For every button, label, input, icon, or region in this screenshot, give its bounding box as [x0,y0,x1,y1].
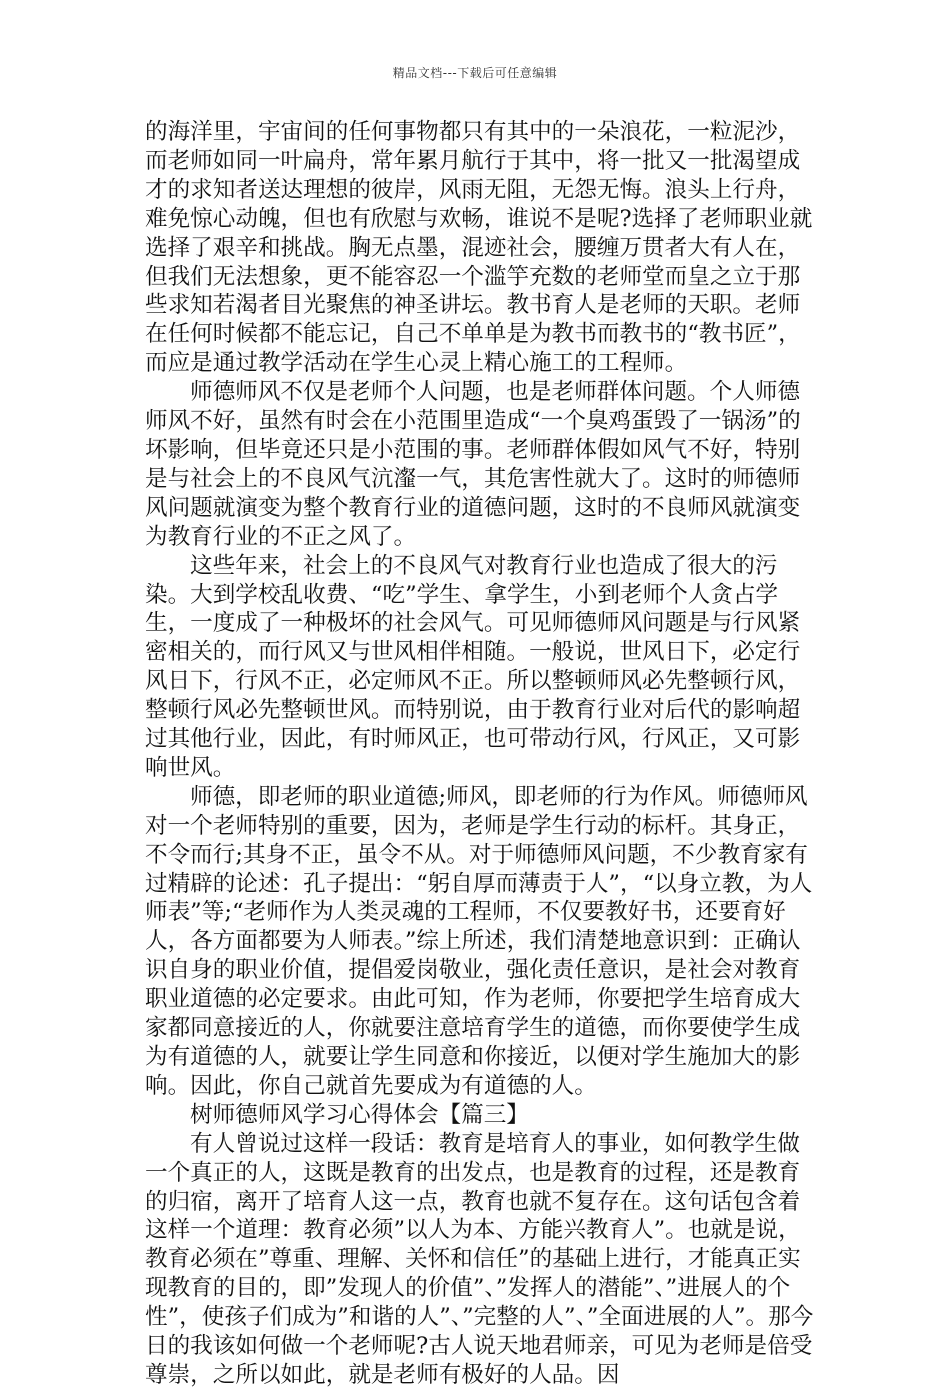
paragraph-education-people: 有人曾说过这样一段话：教育是培育人的事业，如何教学生做一个真正的人，这既是教育的出发点，也是教育的过程，还是教育的归宿，离开了培育人这一点，教育也就不复存在。这句话包含着这样一个道理：教育必须”以人为本、方能兴教育人”。也就是说，教育必须在”尊重、理解、关怀和信任”的基础上进行，才能真正实现教育的目的，即”发现人的价值”、”发挥人的潜能”、”进展人的个性”，使孩子们成为”和谐的人”、”完整的人”、”全面进展的人”。那今日的我该如何做一个老师呢?古人说天地君师亲，可见为老师是倍受尊崇，之所以如此，就是老师有极好的人品。因 [145,1130,814,1388]
document-body [145,118,815,1390]
paragraph-teacher-ethics-group: 师德师风不仅是老师个人问题，也是老师群体问题。个人师德师风不好，虽然有时会在小范围里造成“一个臭鸡蛋毁了一锅汤”的坏影响，但毕竟还只是小范围的事。老师群体假如风气不好，特别是与社会上的不良风气沆瀣一气，其危害性就大了。这时的师德师风问题就演变为整个教育行业的道德问题，这时的不良师风就演变为教育行业的不正之风了。 [145,379,801,550]
section-heading-part-three: 树师德师风学习心得体会【篇三】 [190,1101,529,1128]
page-header: 精品文档---下载后可任意编辑 [392,66,558,80]
paragraph-ethics-definition: 师德，即老师的职业道德;师风，即老师的行为作风。师德师风对一个老师特别的重要，因为，老师是学生行动的标杆。其身正，不令而行;其身不正，虽令不从。对于师德师风问题，不少教育家有过精辟的论述：孔子提出：“躬自厚而薄责于人”，“以身立教，为人师表”等;“老师作为人类灵魂的工程师，不仅要教好书，还要育好人，各方面都要为人师表。”综上所述，我们清楚地意识到：正确认识自身的职业价值，提倡爱岗敬业，强化责任意识，是社会对教育职业道德的必定要求。由此可知，作为老师，你要把学生培育成大家都同意接近的人，你就要注意培育学生的道德，而你要使学生成为有道德的人，就要让学生同意和你接近，以便对学生施加大的影响。因此，你自己就首先要成为有道德的人。 [145,783,813,1099]
paragraph-continuation: 的海洋里，宇宙间的任何事物都只有其中的一朵浪花，一粒泥沙，而老师如同一叶扁舟，常年累月航行于其中，将一批又一批渴望成才的求知者送达理想的彼岸，风雨无阻，无怨无悔。浪头上行舟，难免惊心动魄，但也有欣慰与欢畅，谁说不是呢?选择了老师职业就选择了艰辛和挑战。胸无点墨，混迹社会，腰缠万贯者大有人在，但我们无法想象，更不能容忍一个滥竽充数的老师堂而皇之立于那些求知若渴者目光聚焦的神圣讲坛。教书育人是老师的天职。老师在任何时候都不能忘记，自己不单单是为教书而教书的“教书匠”，而应是通过教学活动在学生心灵上精心施工的工程师。 [145,119,813,377]
paragraph-social-influence: 这些年来，社会上的不良风气对教育行业也造成了很大的污染。大到学校乱收费、“吃”学生、拿学生，小到老师个人贪占学生，一度成了一种极坏的社会风气。可见师德师风问题是与行风紧密相关的，而行风又与世风相伴相随。一般说，世风日下，必定行风日下，行风不正，必定师风不正。所以整顿师风必先整顿行风，整顿行风必先整顿世风。而特别说，由于教育行业对后代的影响超过其他行业，因此，有时师风正，也可带动行风，行风正，又可影响世风。 [145,552,801,781]
